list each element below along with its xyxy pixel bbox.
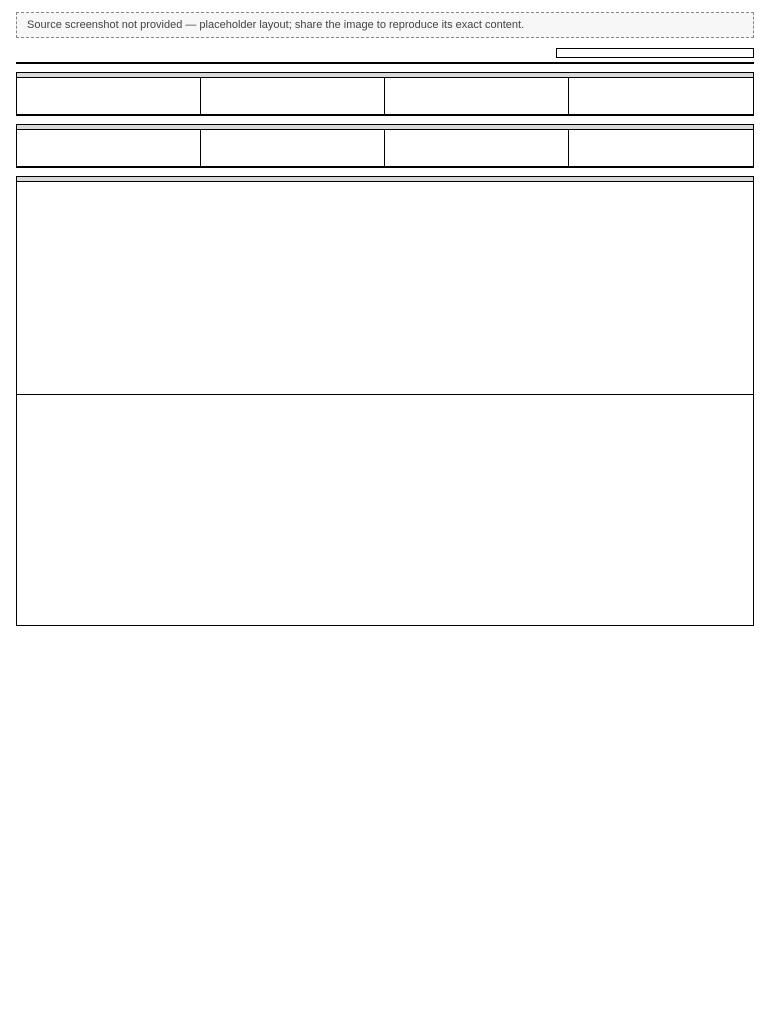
placeholder-notice: Source screenshot not provided — placeholder layout; share the image to reproduce its exact content.: [16, 12, 754, 38]
field: [385, 130, 569, 167]
section-2-fields: [17, 130, 753, 167]
field: [569, 130, 753, 167]
field: [569, 78, 753, 115]
field: [17, 78, 201, 115]
field-value: [206, 136, 379, 148]
section-1-fields: [17, 78, 753, 115]
field: [17, 130, 201, 167]
field-value: [22, 136, 195, 148]
section-2: [16, 124, 754, 168]
field-value: [22, 84, 195, 96]
field-value: [206, 84, 379, 96]
field: [201, 78, 385, 115]
report-number: [556, 48, 754, 58]
narrative-section: [16, 176, 754, 626]
section-1: [16, 72, 754, 116]
crash-diagram: [17, 394, 753, 625]
field: [201, 130, 385, 167]
field: [385, 78, 569, 115]
field-value: [574, 84, 748, 96]
narrative-text: [17, 182, 753, 394]
field-value: [390, 136, 563, 148]
field-value: [390, 84, 563, 96]
field-value: [574, 136, 748, 148]
report-header: [16, 48, 754, 64]
